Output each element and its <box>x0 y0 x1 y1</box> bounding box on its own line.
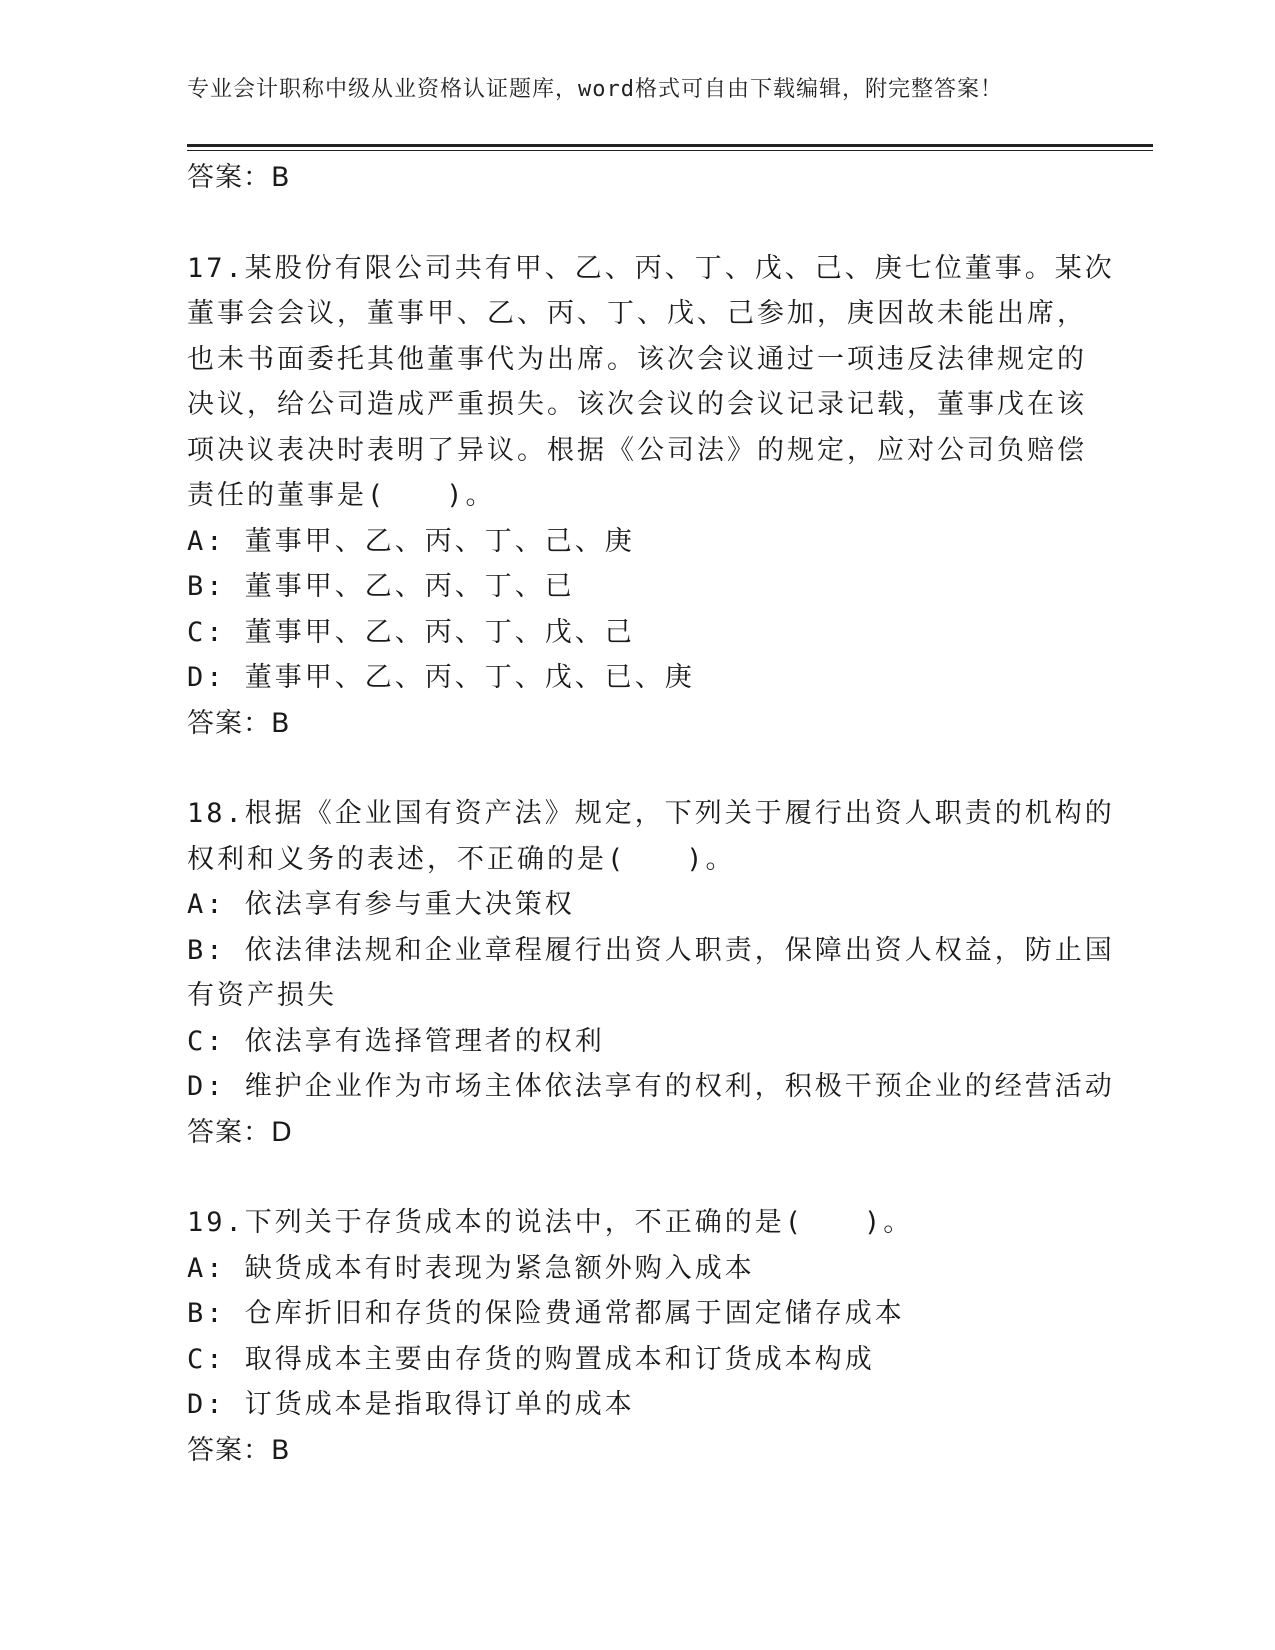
spacer <box>187 746 1067 791</box>
option-a: A: 依法享有参与重大决策权 <box>187 889 575 920</box>
option-b: B: 董事甲、乙、丙、丁、已 <box>187 571 575 602</box>
question-text-line: 19.下列关于存货成本的说法中，不正确的是( )。 <box>187 1207 914 1238</box>
answer-line: 答案：B <box>187 162 291 193</box>
question-text-line: 也未书面委托其他董事代为出席。该次会议通过一项违反法律规定的 <box>187 343 1087 375</box>
option-c: C: 依法享有选择管理者的权利 <box>187 1025 605 1057</box>
question-text-line: 18.根据《企业国有资产法》规定，下列关于履行出资人职责的机构的 <box>187 798 1115 829</box>
option-b: B: 仓库折旧和存货的保险费通常都属于固定储存成本 <box>187 1298 905 1329</box>
question-18 <box>187 791 1115 1155</box>
header-rule-thin <box>187 150 1153 151</box>
answer-line: 答案：B <box>187 707 291 739</box>
answer-block-16 <box>187 155 1067 201</box>
spacer <box>187 201 1067 246</box>
question-19 <box>187 1200 1067 1473</box>
question-text-line: 董事会会议，董事甲、乙、丙、丁、戊、己参加，庚因故未能出席， <box>187 298 1087 329</box>
question-text-line: 17.某股份有限公司共有甲、乙、丙、丁、戊、己、庚七位董事。某次 <box>187 252 1115 284</box>
option-d: D: 订货成本是指取得订单的成本 <box>187 1389 635 1420</box>
question-text-line: 项决议表决时表明了异议。根据《公司法》的规定，应对公司负赔偿 <box>187 434 1087 466</box>
answer-line: 答案：B <box>187 1434 291 1466</box>
question-text-line: 责任的董事是( )。 <box>187 480 496 511</box>
option-d: D: 董事甲、乙、丙、丁、戊、已、庚 <box>187 662 695 693</box>
option-b: B: 依法律法规和企业章程履行出资人职责，保障出资人权益，防止国 <box>187 934 1115 966</box>
question-text-line: 权利和义务的表述，不正确的是( )。 <box>187 843 736 875</box>
document-body <box>187 155 1115 1473</box>
answer-line: 答案：D <box>187 1116 293 1148</box>
page-header: 专业会计职称中级从业资格认证题库，word格式可自由下载编辑，附完整答案！ <box>187 77 1003 102</box>
option-c: C: 取得成本主要由存货的购置成本和订货成本构成 <box>187 1343 875 1375</box>
option-b-continued: 有资产损失 <box>187 980 337 1011</box>
spacer <box>187 1155 1067 1200</box>
header-rule <box>187 144 1153 147</box>
option-a: A: 缺货成本有时表现为紧急额外购入成本 <box>187 1252 755 1284</box>
option-c: C: 董事甲、乙、丙、丁、戊、己 <box>187 616 635 648</box>
question-text-line: 决议，给公司造成严重损失。该次会议的会议记录记载，董事戊在该 <box>187 389 1087 420</box>
question-17 <box>187 246 1115 747</box>
option-d: D: 维护企业作为市场主体依法享有的权利，积极干预企业的经营活动 <box>187 1071 1115 1102</box>
option-a: A: 董事甲、乙、丙、丁、己、庚 <box>187 525 635 557</box>
